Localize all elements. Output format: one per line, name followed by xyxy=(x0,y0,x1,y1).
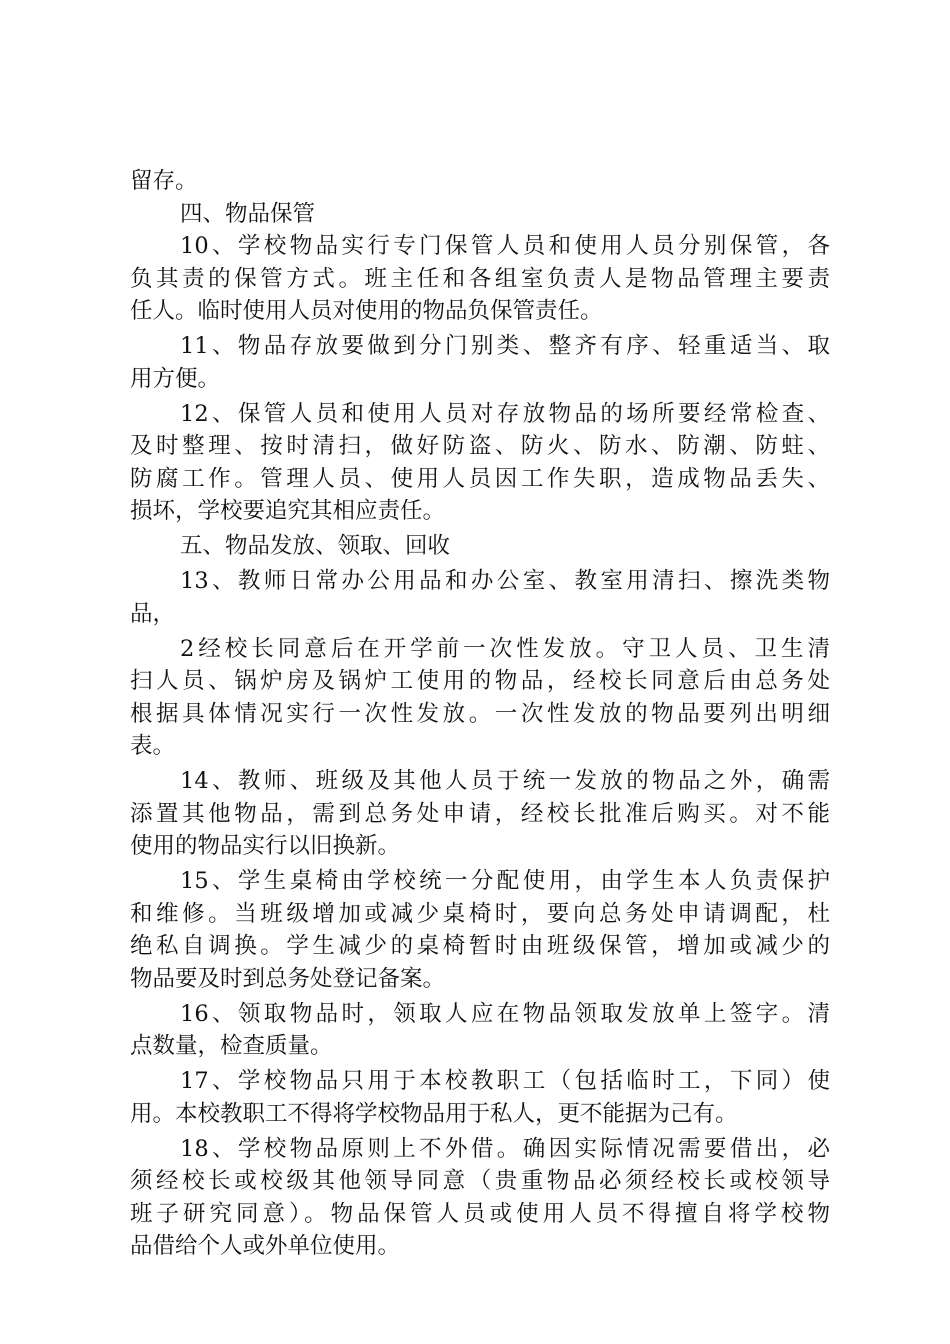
paragraph xyxy=(130,565,830,630)
paragraph-line: 11、物品存放要做到分门别类、整齐有序、轻重适当、取 xyxy=(180,333,830,359)
paragraph-line: 负其责的保管方式。班主任和各组室负责人是物品管理主要责 xyxy=(130,265,830,292)
paragraph-line: 2经校长同意后在开学前一次性发放。守卫人员、卫生清 xyxy=(180,635,830,662)
paragraph-line: 须经校长或校级其他领导同意（贵重物品必须经校长或校领导 xyxy=(130,1168,830,1194)
paragraph xyxy=(130,1133,830,1263)
paragraph-line: 物品要及时到总务处登记备案。 xyxy=(130,965,446,992)
paragraph-line: 17、学校物品只用于本校教职工（包括临时工，下同）使 xyxy=(180,1068,830,1094)
paragraph-line: 五、物品发放、领取、回收 xyxy=(180,533,451,559)
paragraph xyxy=(130,330,830,395)
paragraph-line: 任人。临时使用人员对使用的物品负保管责任。 xyxy=(130,298,603,324)
paragraph xyxy=(130,865,830,995)
paragraph-line: 根据具体情况实行一次性发放。一次性发放的物品要列出明细 xyxy=(130,700,830,727)
paragraph-line: 18、学校物品原则上不外借。确因实际情况需要借出，必 xyxy=(180,1135,830,1162)
paragraph xyxy=(130,530,830,563)
paragraph xyxy=(130,398,830,528)
paragraph-line: 12、保管人员和使用人员对存放物品的场所要经常检查、 xyxy=(180,400,830,427)
paragraph-line: 14、教师、班级及其他人员于统一发放的物品之外，确需 xyxy=(180,768,830,794)
paragraph xyxy=(130,765,830,863)
paragraph-line: 点数量，检查质量。 xyxy=(130,1033,333,1059)
paragraph-line: 四、物品保管 xyxy=(180,200,316,227)
paragraph-line: 绝私自调换。学生减少的桌椅暂时由班级保管，增加或减少的 xyxy=(130,933,830,959)
document-body xyxy=(130,165,830,1263)
paragraph-line: 用方便。 xyxy=(130,365,221,392)
paragraph-line: 品借给个人或外单位使用。 xyxy=(130,1233,401,1259)
paragraph xyxy=(130,998,830,1063)
paragraph xyxy=(130,198,830,231)
paragraph-line: 添置其他物品，需到总务处申请，经校长批准后购买。对不能 xyxy=(130,800,830,827)
paragraph-line: 及时整理、按时清扫，做好防盗、防火、防水、防潮、防蛀、 xyxy=(130,433,830,459)
paragraph-line: 13、教师日常办公用品和办公室、教室用清扫、擦洗类物 xyxy=(180,568,830,594)
paragraph-line: 损坏，学校要追究其相应责任。 xyxy=(130,498,446,524)
paragraph xyxy=(130,1065,830,1130)
paragraph-line: 品， xyxy=(130,600,176,627)
paragraph-line: 10、学校物品实行专门保管人员和使用人员分别保管，各 xyxy=(180,233,830,259)
paragraph-line: 扫人员、锅炉房及锅炉工使用的物品，经校长同意后由总务处 xyxy=(130,668,830,694)
paragraph-line: 班子研究同意）。物品保管人员或使用人员不得擅自将学校物 xyxy=(130,1200,830,1227)
paragraph xyxy=(130,230,830,328)
paragraph-line: 留存。 xyxy=(130,168,198,194)
paragraph-line: 使用的物品实行以旧换新。 xyxy=(130,833,401,859)
paragraph-line: 表。 xyxy=(130,733,176,759)
paragraph-line: 和维修。当班级增加或减少桌椅时，要向总务处申请调配，杜 xyxy=(130,900,830,927)
paragraph-line: 15、学生桌椅由学校统一分配使用，由学生本人负责保护 xyxy=(180,868,830,894)
paragraph-line: 用。本校教职工不得将学校物品用于私人，更不能据为己有。 xyxy=(130,1100,738,1127)
paragraph xyxy=(130,165,830,198)
paragraph-line: 16、领取物品时，领取人应在物品领取发放单上签字。清 xyxy=(180,1000,830,1027)
paragraph xyxy=(130,633,830,763)
paragraph-line: 防腐工作。管理人员、使用人员因工作失职，造成物品丢失、 xyxy=(130,465,830,492)
